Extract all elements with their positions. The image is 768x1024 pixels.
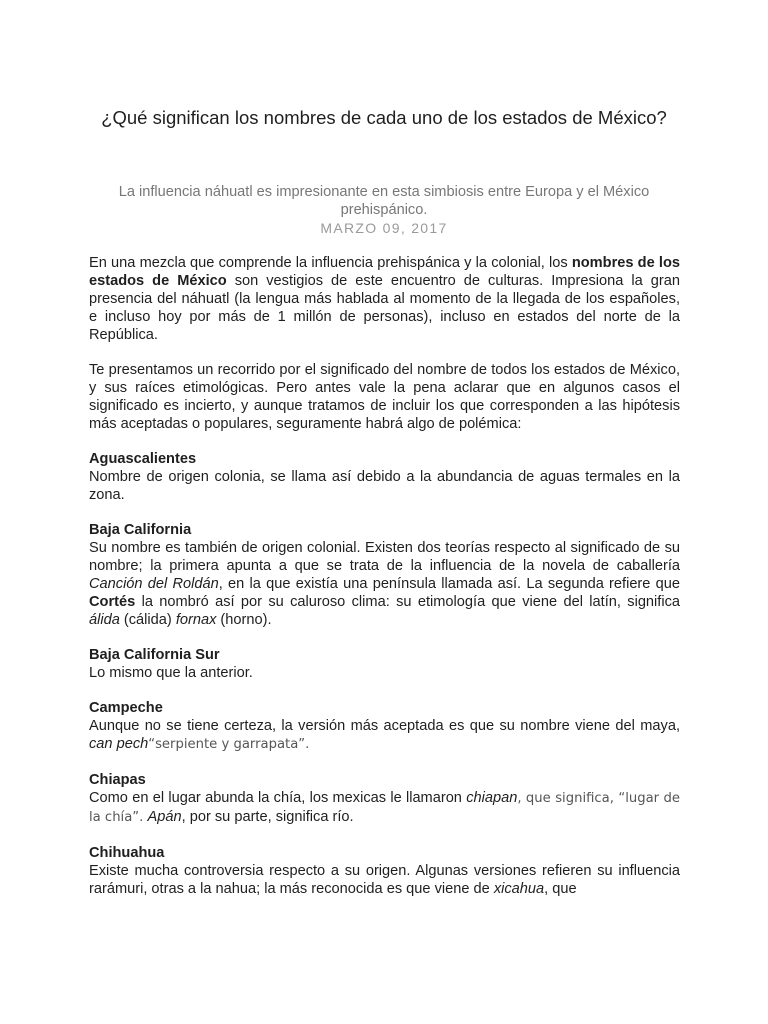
text-run: Existe mucha controversia respecto a su origen. Algunas versiones refieren su influencia rarámuri, otras a la nahua; la más reconocida es que viene de (89, 863, 680, 897)
article-date: MARZO 09, 2017 (320, 220, 448, 236)
italic-text: Canción del Roldán (89, 576, 219, 592)
italic-text: álida (89, 612, 120, 628)
section-text (89, 539, 680, 629)
text-run: Su nombre es también de origen colonial. Existen dos teorías respecto al significado de su nombre; la primera apunta a que se trata de la influencia de la novela de caballería (89, 540, 680, 574)
italic-text: can pech (89, 736, 149, 752)
intro-paragraph-1 (89, 254, 680, 344)
section-text: Nombre de origen colonia, se llama así debido a la abundancia de aguas termales en la zona. (89, 469, 680, 503)
bold-text: Cortés (89, 594, 136, 610)
section-heading: Campeche (89, 700, 163, 716)
section-heading: Baja California (89, 522, 192, 538)
article-subtitle: La influencia náhuatl es impresionante en esta simbiosis entre Europa y el México prehispánico. (118, 184, 650, 218)
intro-bold-text: nombres de los estados de México (89, 255, 680, 289)
section-heading: Baja California Sur (89, 647, 220, 663)
text-run: “serpiente y garrapata”. (148, 737, 310, 752)
italic-text: Apán (147, 809, 182, 825)
text-run: , por su parte, significa río. (181, 809, 354, 825)
italic-text: xicahua (493, 881, 545, 897)
text-run: , que significa, “lugar de la chía”. (89, 791, 680, 825)
section-text (89, 717, 680, 754)
text-run: Aunque no se tiene certeza, la versión más aceptada es que su nombre viene del maya, (89, 718, 680, 734)
italic-text: chiapan (466, 790, 518, 806)
article-body (89, 254, 680, 898)
text-run: , en la que existía una península llamada así. La segunda refiere que (218, 576, 681, 592)
article-title: ¿Qué significan los nombres de cada uno de los estados de México? (101, 107, 667, 128)
intro-paragraph-2: Te presentamos un recorrido por el significado del nombre de todos los estados de México, y sus raíces etimológicas. Pero antes vale la pena aclarar que en algunos casos el significado es incierto, y aunque tratamos de incluir los que corresponden a las hipótesis más aceptadas o populares, seguramente habrá algo de polémica: (89, 362, 680, 432)
italic-text: fornax (175, 612, 217, 628)
text-run: , que (544, 881, 577, 897)
text-run: la nombró así por su caluroso clima: su etimología que viene del latín, significa (135, 594, 680, 610)
section-heading: Chihuahua (89, 845, 165, 861)
section-text: Lo mismo que la anterior. (89, 665, 253, 681)
text-run: (cálida) (119, 612, 176, 628)
text-run: Como en el lugar abunda la chía, los mexicas le llamaron (89, 790, 467, 806)
section-text (89, 862, 680, 898)
section-heading: Aguascalientes (89, 451, 197, 467)
text-run: (horno). (216, 612, 272, 628)
section-text (89, 789, 680, 827)
intro-text: En una mezcla que comprende la influencia prehispánica y la colonial, los (89, 255, 572, 271)
section-heading: Chiapas (89, 772, 146, 788)
intro-text: son vestigios de este encuentro de culturas. Impresiona la gran presencia del náhuatl (la lengua más hablada al momento de la llegada de los españoles, e incluso hoy por más de 1 millón de personas), incluso en estados del norte de la República. (89, 273, 680, 343)
